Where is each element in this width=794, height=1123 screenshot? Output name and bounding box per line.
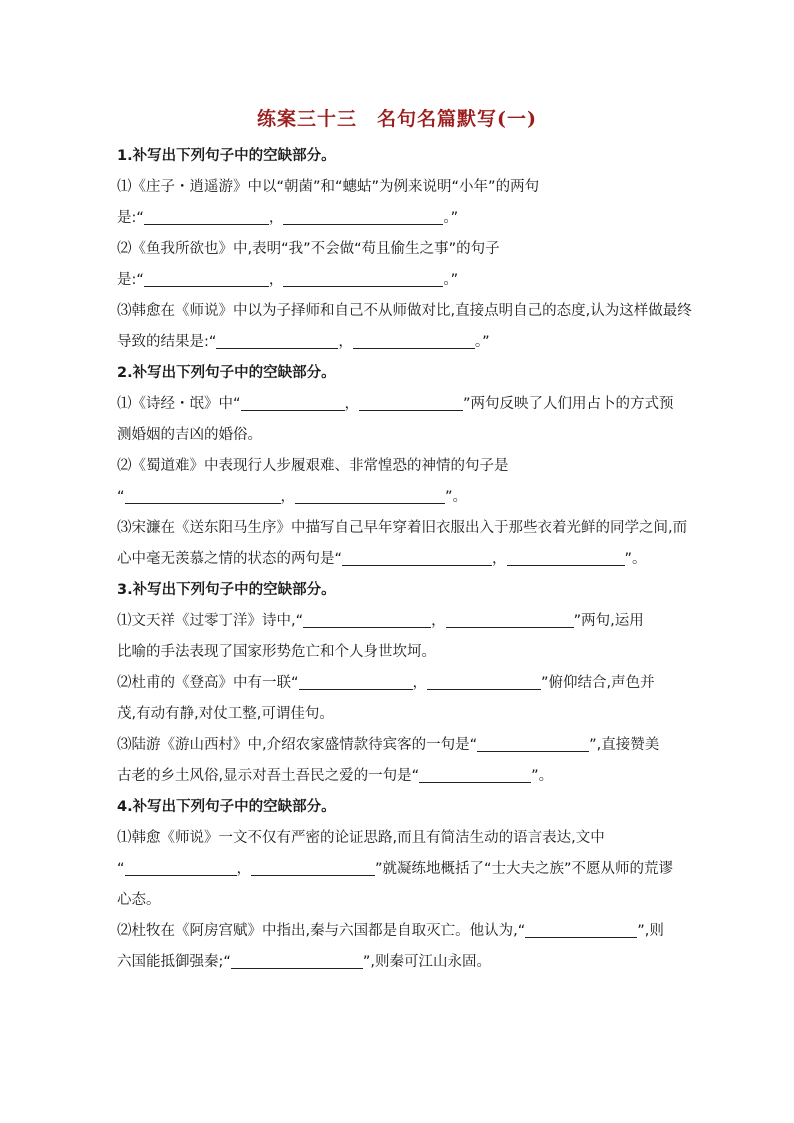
answer-blank[interactable] bbox=[251, 859, 375, 876]
question-3-heading: 3.补写出下列句子中的空缺部分。 bbox=[117, 582, 336, 598]
answer-blank[interactable] bbox=[144, 208, 269, 225]
answer-blank[interactable] bbox=[295, 487, 445, 504]
question-2-3-prompt: ⑶宋濂在《送东阳马生序》中描写自己早年穿着旧衣服出入于那些衣着光鲜的同学之间,而 bbox=[117, 520, 688, 536]
question-2-2-prompt: ⑵《蜀道难》中表现行人步履艰难、非常惶恐的神情的句子是 bbox=[117, 458, 509, 474]
answer-blank[interactable] bbox=[303, 611, 431, 628]
question-3-3-cont: 古老的乡土风俗,显示对吾土吾民之爱的一句是“ ”。 bbox=[117, 768, 554, 784]
question-1-1-answer: 是:“ ， 。” bbox=[117, 210, 459, 226]
question-1-heading: 1.补写出下列句子中的空缺部分。 bbox=[117, 148, 336, 164]
answer-blank[interactable] bbox=[359, 394, 463, 411]
question-3-1-prompt: ⑴文天祥《过零丁洋》诗中,“ ， ”两句,运用 bbox=[117, 613, 644, 629]
answer-blank[interactable] bbox=[283, 208, 443, 225]
answer-blank[interactable] bbox=[419, 766, 531, 783]
question-2-1-cont: 测婚姻的吉凶的婚俗。 bbox=[117, 427, 262, 443]
answer-blank[interactable] bbox=[507, 549, 625, 566]
question-4-1-answer: “ ， ”就凝练地概括了“士大夫之族”不愿从师的荒谬 bbox=[117, 861, 674, 877]
question-3-2-cont: 茂,有动有静,对仗工整,可谓佳句。 bbox=[117, 706, 334, 722]
question-3-3-prompt: ⑶陆游《游山西村》中,介绍农家盛情款待宾客的一句是“ ”,直接赞美 bbox=[117, 737, 660, 753]
question-4-2-cont: 六国能抵御强秦;“ ”,则秦可江山永固。 bbox=[117, 954, 492, 970]
question-4-2-prompt: ⑵杜牧在《阿房宫赋》中指出,秦与六国都是自取灭亡。他认为,“ ”,则 bbox=[117, 923, 664, 939]
answer-blank[interactable] bbox=[216, 332, 338, 349]
answer-blank[interactable] bbox=[125, 859, 237, 876]
answer-blank[interactable] bbox=[231, 952, 363, 969]
question-2-3-answer: 心中毫无羡慕之情的状态的两句是“ ， ”。 bbox=[117, 551, 647, 567]
answer-blank[interactable] bbox=[342, 549, 492, 566]
question-4-1-prompt: ⑴韩愈《师说》一文不仅有严密的论证思路,而且有简洁生动的语言表达,文中 bbox=[117, 830, 605, 846]
question-1-1-prompt: ⑴《庄子・逍遥游》中以“朝菌”和“蟪蛄”为例来说明“小年”的两句 bbox=[117, 179, 540, 195]
question-4-heading: 4.补写出下列句子中的空缺部分。 bbox=[117, 799, 336, 815]
answer-blank[interactable] bbox=[125, 487, 281, 504]
question-3-1-cont: 比喻的手法表现了国家形势危亡和个人身世坎坷。 bbox=[117, 644, 436, 660]
answer-blank[interactable] bbox=[299, 673, 413, 690]
question-3-2-prompt: ⑵杜甫的《登高》中有一联“ ， ”俯仰结合,声色并 bbox=[117, 675, 655, 691]
answer-blank[interactable] bbox=[427, 673, 541, 690]
answer-blank[interactable] bbox=[241, 394, 345, 411]
question-1-3-answer: 导致的结果是:“ ， 。” bbox=[117, 334, 490, 350]
question-2-2-answer: “ ， ”。 bbox=[117, 489, 468, 505]
question-1-2-prompt: ⑵《鱼我所欲也》中,表明“我”不会做“苟且偷生之事”的句子 bbox=[117, 241, 500, 257]
question-2-1-prompt: ⑴《诗经・氓》中“ ， ”两句反映了人们用占卜的方式预 bbox=[117, 396, 674, 412]
answer-blank[interactable] bbox=[144, 270, 269, 287]
question-4-1-cont: 心态。 bbox=[117, 892, 161, 908]
question-1-3-prompt: ⑶韩愈在《师说》中以为子择师和自己不从师做对比,直接点明自己的态度,认为这样做最终 bbox=[117, 303, 692, 319]
answer-blank[interactable] bbox=[283, 270, 443, 287]
question-2-heading: 2.补写出下列句子中的空缺部分。 bbox=[117, 365, 336, 381]
answer-blank[interactable] bbox=[525, 921, 637, 938]
answer-blank[interactable] bbox=[353, 332, 475, 349]
question-1-2-answer: 是:“ ， 。” bbox=[117, 272, 459, 288]
answer-blank[interactable] bbox=[446, 611, 574, 628]
answer-blank[interactable] bbox=[477, 735, 589, 752]
page-title: 练案三十三 名句名篇默写(一) bbox=[257, 108, 537, 130]
